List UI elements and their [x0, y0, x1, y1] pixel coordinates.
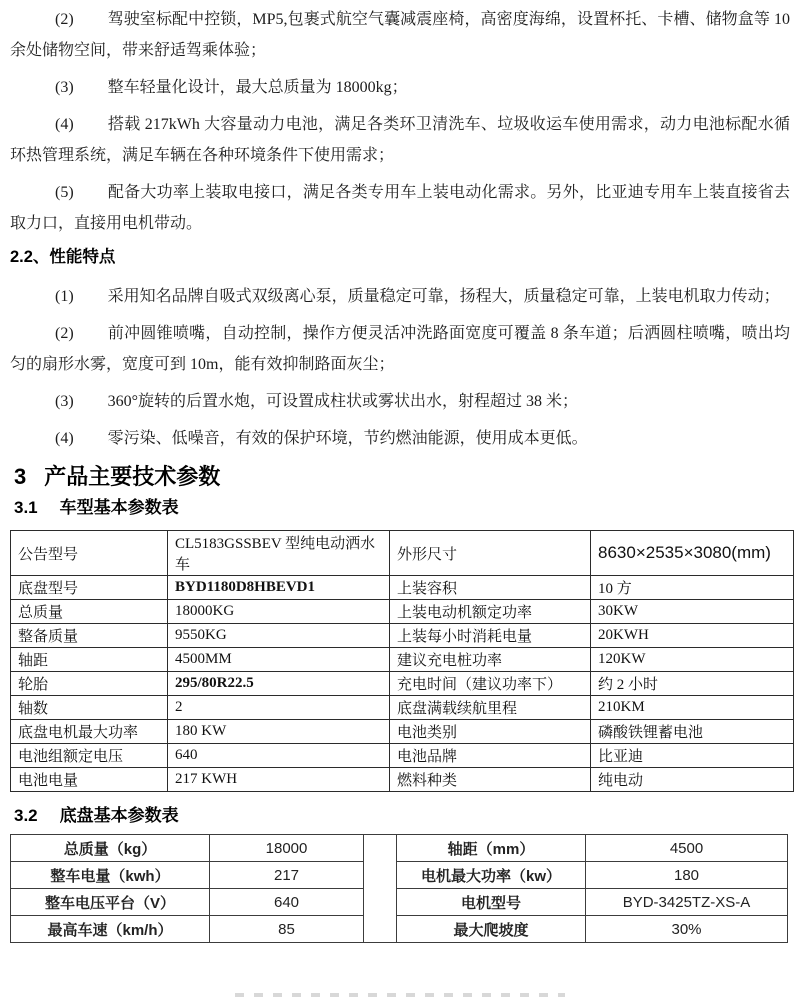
heading-performance-features: 2.2、性能特点: [10, 248, 116, 266]
paragraph-intro-5: [10, 177, 790, 239]
heading-title: 底盘基本参数表: [59, 806, 179, 825]
param-label: 底盘满载续航里程: [390, 696, 591, 720]
paragraph-perf-1: [10, 281, 790, 312]
param-label: 电池类别: [390, 720, 591, 744]
item-text: 整车轻量化设计，最大总质量为 18000kg；: [107, 79, 408, 96]
table-row: [11, 648, 794, 672]
item-number: (1): [55, 288, 74, 305]
param-value: 纯电动: [591, 768, 794, 792]
param-value: 8630×2535×3080(mm): [591, 531, 794, 576]
param-value: 4500: [586, 835, 788, 862]
param-label: 轴距（mm）: [397, 835, 586, 862]
param-value: 120KW: [591, 648, 794, 672]
param-value: 640: [210, 889, 364, 916]
param-label: 电池电量: [11, 768, 168, 792]
table-row: [11, 672, 794, 696]
param-label: 燃料种类: [390, 768, 591, 792]
chassis-basic-params-table: [10, 834, 788, 943]
param-value: BYD-3425TZ-XS-A: [586, 889, 788, 916]
param-value: 磷酸铁锂蓄电池: [591, 720, 794, 744]
param-label: 整车电压平台（V）: [11, 889, 210, 916]
item-number: (3): [55, 79, 74, 96]
param-label: 上装容积: [390, 576, 591, 600]
param-label: 上装每小时消耗电量: [390, 624, 591, 648]
param-label: 底盘电机最大功率: [11, 720, 168, 744]
param-value: 295/80R22.5: [168, 672, 390, 696]
param-value: 30%: [586, 916, 788, 943]
param-value: 30KW: [591, 600, 794, 624]
param-value: 约 2 小时: [591, 672, 794, 696]
table-row: [11, 862, 788, 889]
param-label: 整车电量（kwh）: [11, 862, 210, 889]
item-number: (3): [55, 393, 74, 410]
table-row: [11, 720, 794, 744]
heading-title: 产品主要技术参数: [44, 464, 221, 489]
param-label: 底盘型号: [11, 576, 168, 600]
table-row: [11, 889, 788, 916]
param-value: CL5183GSSBEV 型纯电动洒水车: [168, 531, 390, 576]
item-number: (4): [55, 116, 74, 133]
param-label: 电池品牌: [390, 744, 591, 768]
param-label: 总质量: [11, 600, 168, 624]
item-text: 前冲圆锥喷嘴，自动控制，操作方便灵活冲洗路面宽度可覆盖 8 条车道；后洒圆柱喷嘴，喷出均匀的扇形水雾，宽度可到 10m，能有效抑制路面灰尘；: [10, 325, 790, 373]
param-label: 充电时间（建议功率下）: [390, 672, 591, 696]
item-number: (4): [55, 430, 74, 447]
param-value: 20KWH: [591, 624, 794, 648]
param-label: 电池组额定电压: [11, 744, 168, 768]
param-value: 217 KWH: [168, 768, 390, 792]
param-value: 85: [210, 916, 364, 943]
param-label: 整备质量: [11, 624, 168, 648]
table-row: [11, 531, 794, 576]
paragraph-intro-2: [10, 4, 790, 66]
param-value: 10 方: [591, 576, 794, 600]
item-text: 配备大功率上装取电接口，满足各类专用车上装电动化需求。另外，比亚迪专用车上装直接省去取力口，直接用电机带动。: [10, 184, 790, 232]
heading-main-specs: [14, 464, 790, 490]
param-value: 2: [168, 696, 390, 720]
param-value: 18000: [210, 835, 364, 862]
item-number: (5): [55, 184, 74, 201]
table-row: [11, 916, 788, 943]
paragraph-perf-3: [10, 386, 790, 417]
param-value: 18000KG: [168, 600, 390, 624]
table-gap-column: [364, 835, 397, 943]
heading-number: 3: [14, 464, 27, 489]
param-label: 轮胎: [11, 672, 168, 696]
paragraph-perf-2: [10, 318, 790, 380]
param-value: 210KM: [591, 696, 794, 720]
heading-number: 3.2: [14, 806, 38, 825]
param-value: 180: [586, 862, 788, 889]
param-label: 最高车速（km/h）: [11, 916, 210, 943]
param-label: 电机型号: [397, 889, 586, 916]
param-value: 9550KG: [168, 624, 390, 648]
heading-title: 车型基本参数表: [59, 498, 179, 517]
item-number: (2): [55, 11, 74, 28]
param-label: 最大爬坡度: [397, 916, 586, 943]
truncated-caption-fragment: [235, 993, 565, 997]
param-label: 轴数: [11, 696, 168, 720]
table-row: [11, 624, 794, 648]
table-row: [11, 600, 794, 624]
heading-number: 3.1: [14, 498, 38, 517]
table-row: [11, 768, 794, 792]
param-value: 217: [210, 862, 364, 889]
item-text: 驾驶室标配中控锁，MP5,包裹式航空气囊减震座椅，高密度海绵，设置杯托、卡槽、储物盒等 10 余处储物空间，带来舒适驾乘体验；: [10, 11, 790, 59]
table-row: [11, 576, 794, 600]
param-label: 总质量（kg）: [11, 835, 210, 862]
param-value: BYD1180D8HBEVD1: [168, 576, 390, 600]
item-number: (2): [55, 325, 74, 342]
heading-chassis-params: [14, 806, 790, 826]
param-value: 比亚迪: [591, 744, 794, 768]
table-row: [11, 696, 794, 720]
paragraph-perf-4: [10, 423, 790, 454]
param-value: 4500MM: [168, 648, 390, 672]
paragraph-intro-3: [10, 72, 790, 103]
param-value: 640: [168, 744, 390, 768]
param-label: 建议充电桩功率: [390, 648, 591, 672]
param-label: 公告型号: [11, 531, 168, 576]
item-text: 搭载 217kWh 大容量动力电池，满足各类环卫清洗车、垃圾收运车使用需求，动力电池标配水循环热管理系统，满足车辆在各种环境条件下使用需求；: [10, 116, 790, 164]
heading-vehicle-params: [14, 498, 790, 518]
param-label: 上装电动机额定功率: [390, 600, 591, 624]
param-value: 180 KW: [168, 720, 390, 744]
paragraph-intro-4: [10, 109, 790, 171]
param-label: 轴距: [11, 648, 168, 672]
vehicle-basic-params-table: [10, 530, 794, 792]
param-label: 电机最大功率（kw）: [397, 862, 586, 889]
param-label: 外形尺寸: [390, 531, 591, 576]
item-text: 采用知名品牌自吸式双级离心泵，质量稳定可靠，扬程大，质量稳定可靠，上装电机取力传动；: [107, 288, 780, 305]
table-row: [11, 744, 794, 768]
item-text: 360°旋转的后置水炮，可设置成柱状或雾状出水，射程超过 38 米；: [107, 393, 579, 410]
item-text: 零污染、低噪音，有效的保护环境，节约燃油能源，使用成本更低。: [107, 430, 588, 447]
table-row: [11, 835, 788, 862]
